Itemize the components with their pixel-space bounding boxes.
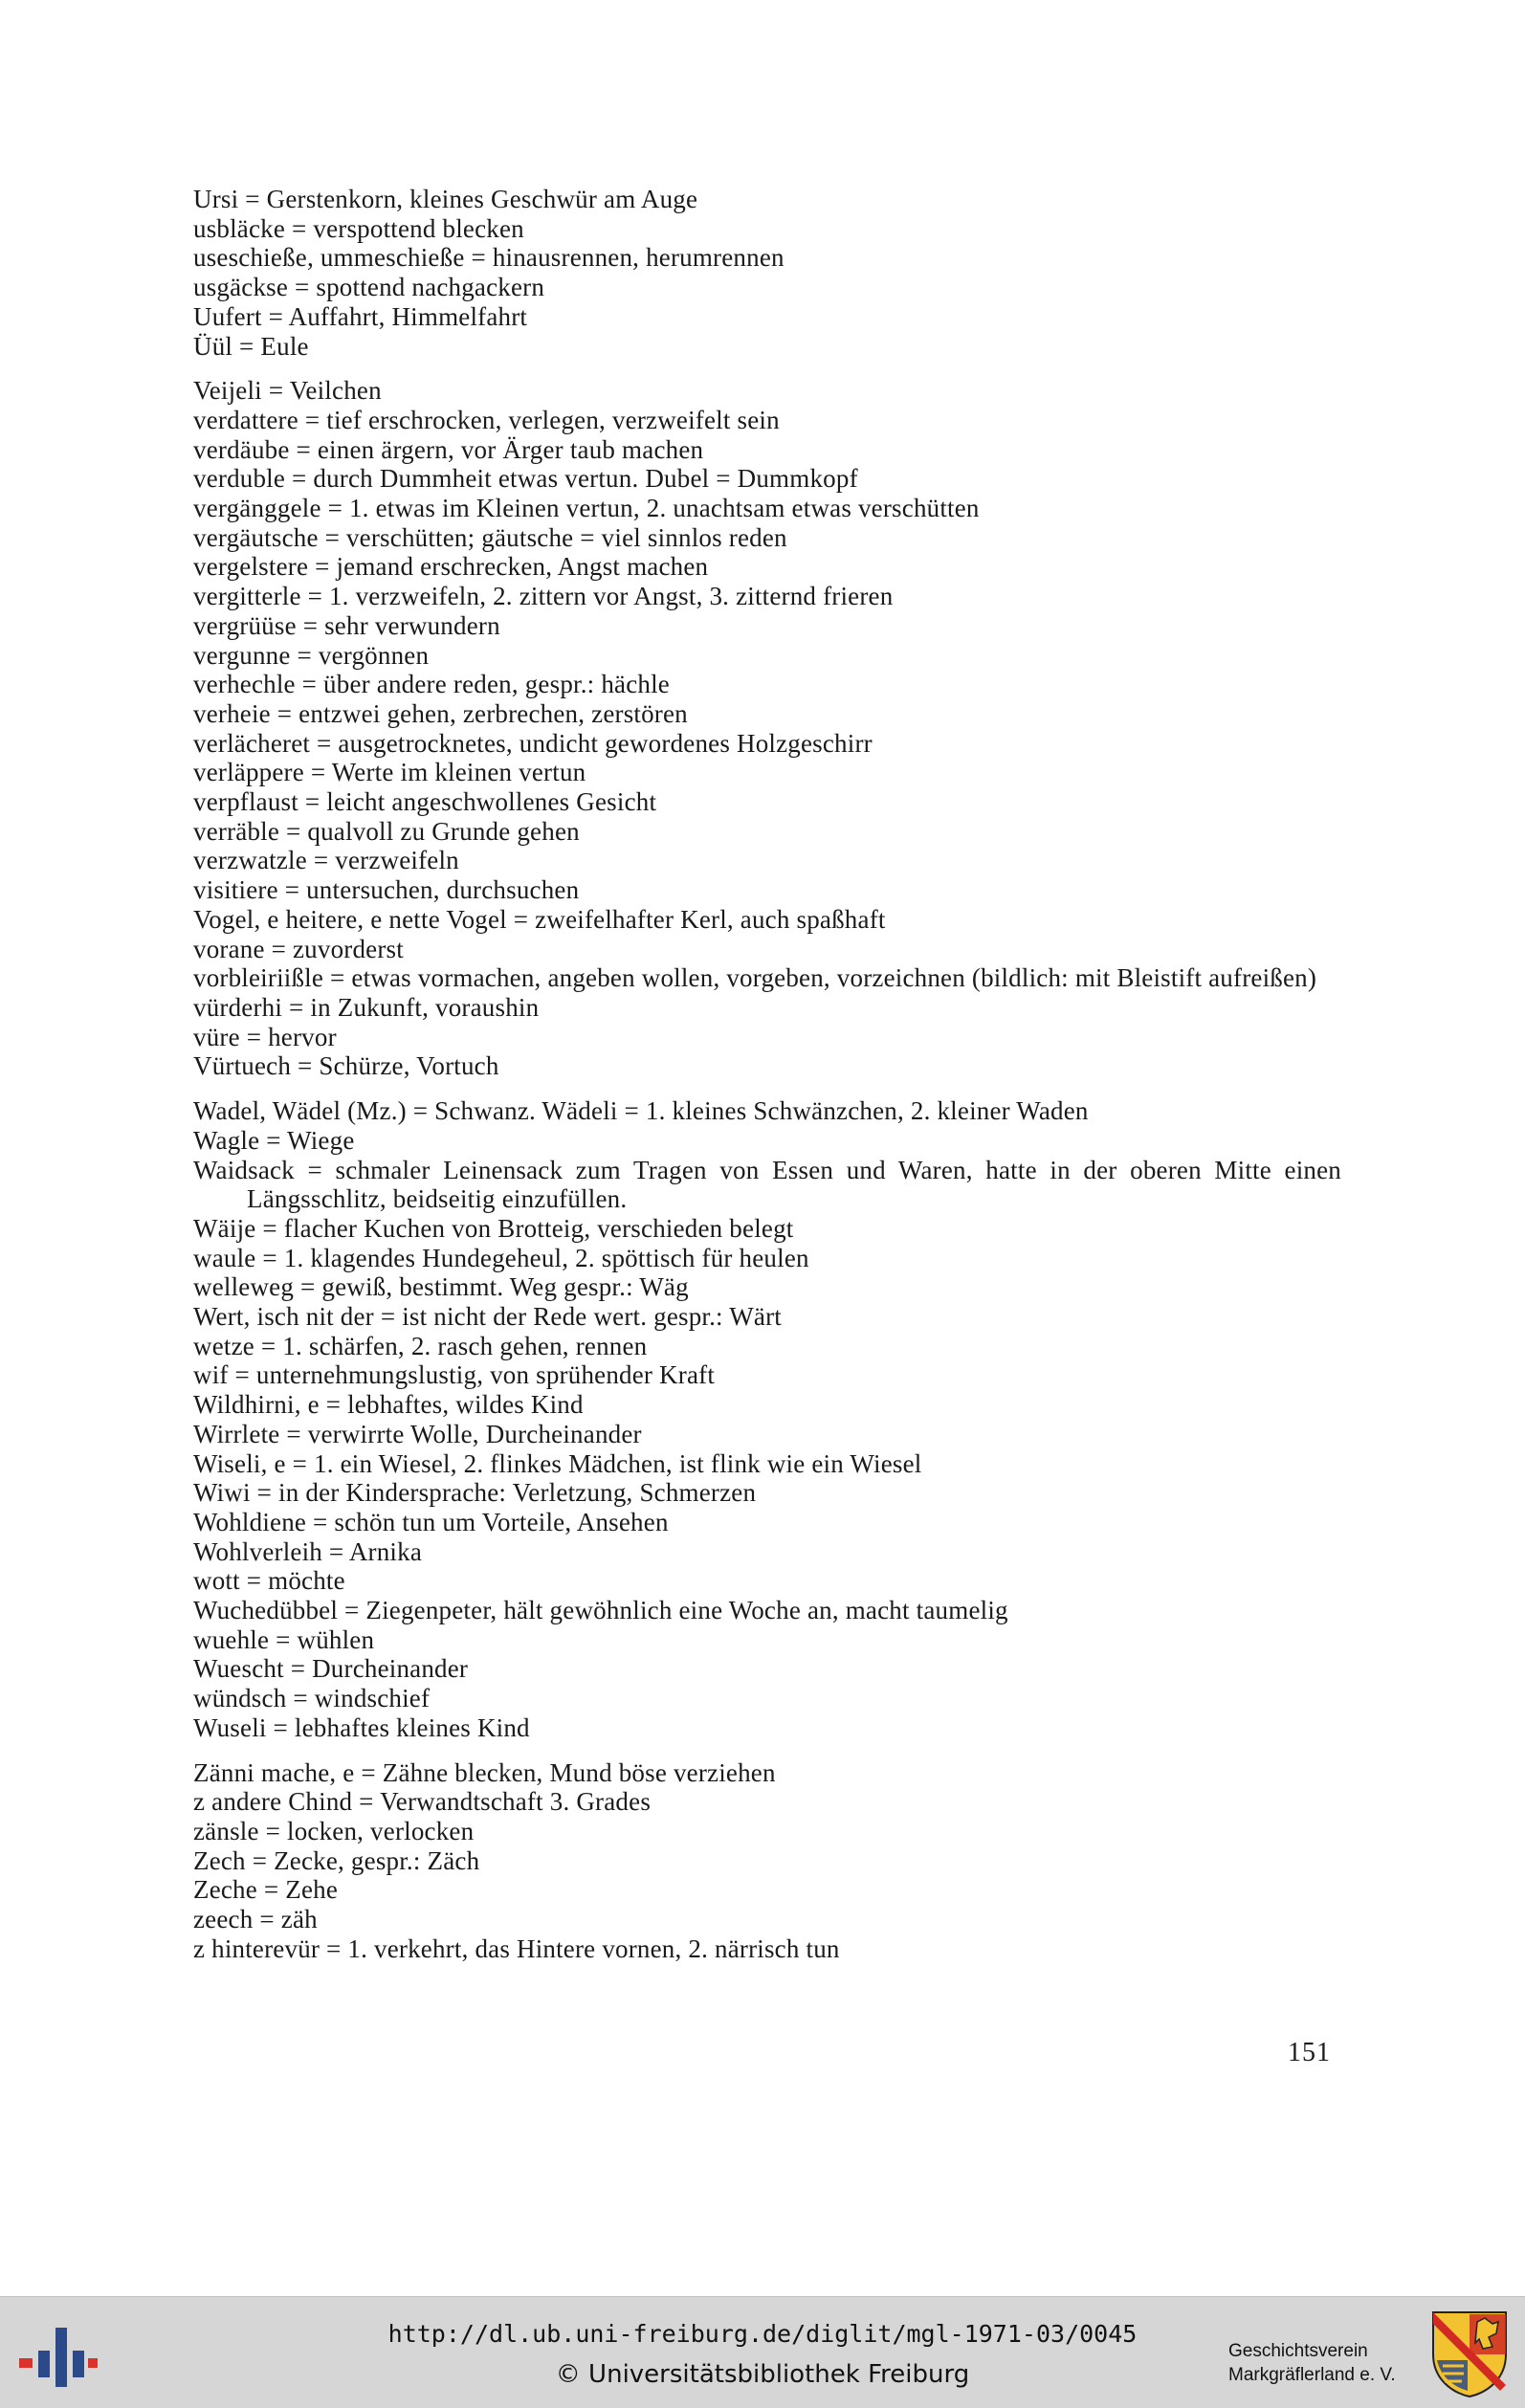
glossary-entry: vürderhi = in Zukunft, voraushin xyxy=(193,992,540,1022)
glossary-entry: Wuseli = lebhaftes kleines Kind xyxy=(193,1712,530,1742)
society-name xyxy=(1228,2339,1396,2387)
glossary-entry: usbläcke = verspottend blecken xyxy=(193,213,524,243)
glossary-entry: Waidsack = schmaler Leinensack zum Tragen von Essen und Waren, hatte in der oberen Mitte einen Längsschlitz, beidseitig einzufüllen. xyxy=(193,1155,1341,1214)
glossary-entry: Wiwi = in der Kindersprache: Verletzung, Schmerzen xyxy=(193,1478,757,1508)
glossary-entry: Uufert = Auffahrt, Himmelfahrt xyxy=(193,301,528,331)
entry-group-u xyxy=(193,185,1341,361)
copyright-notice: © Universitätsbibliothek Freiburg xyxy=(555,2360,970,2389)
entry-group-v xyxy=(193,376,1341,1081)
glossary-entry: Wäije = flacher Kuchen von Brotteig, verschieden belegt xyxy=(193,1213,794,1243)
glossary-entry: waule = 1. klagendes Hundegeheul, 2. spöttisch für heulen xyxy=(193,1243,809,1272)
glossary-entry: Wagle = Wiege xyxy=(193,1125,355,1155)
glossary-entry: Zeche = Zehe xyxy=(193,1875,339,1905)
glossary-entry: verdattere = tief erschrocken, verlegen, verzweifelt sein xyxy=(193,405,780,434)
glossary-entry: verpflaust = leicht angeschwollenes Gesicht xyxy=(193,787,657,817)
glossary-entry: vergäutsche = verschütten; gäutsche = viel sinnlos reden xyxy=(193,522,787,552)
glossary-entry: verhechle = über andere reden, gespr.: hächle xyxy=(193,670,670,699)
glossary-entry: visitiere = untersuchen, durchsuchen xyxy=(193,875,580,905)
glossary-entry: Wuescht = Durcheinander xyxy=(193,1654,469,1684)
glossary-entry: Wirrlete = verwirrte Wolle, Durcheinander xyxy=(193,1419,642,1448)
society-line-2: Markgräflerland e. V. xyxy=(1228,2365,1396,2385)
glossary-entry: verläppere = Werte im kleinen vertun xyxy=(193,758,586,787)
glossary-entry: vergänggele = 1. etwas im Kleinen vertun, 2. unachtsam etwas verschütten xyxy=(193,494,980,523)
glossary-entry: wündsch = windschief xyxy=(193,1684,431,1713)
glossary-entry: Wohlverleih = Arnika xyxy=(193,1536,422,1566)
glossary-entry: Wiseli, e = 1. ein Wiesel, 2. flinkes Mädchen, ist flink wie ein Wiesel xyxy=(193,1448,922,1478)
glossary-entry: verzwatzle = verzweifeln xyxy=(193,846,459,875)
glossary-entry: vergitterle = 1. verzweifeln, 2. zittern vor Angst, 3. zitternd frieren xyxy=(193,582,894,611)
glossary-entry: Zänni mache, e = Zähne blecken, Mund böse verziehen xyxy=(193,1757,776,1787)
coat-of-arms-icon[interactable] xyxy=(1429,2309,1510,2398)
glossary-entry: Ursi = Gerstenkorn, kleines Geschwür am Auge xyxy=(193,185,698,213)
glossary-entry: Wildhirni, e = lebhaftes, wildes Kind xyxy=(193,1390,584,1420)
glossary-entry: z hinterevür = 1. verkehrt, das Hintere vornen, 2. närrisch tun xyxy=(193,1933,840,1963)
glossary-entry: verduble = durch Dummheit etwas vertun. Dubel = Dummkopf xyxy=(193,464,858,494)
glossary-entry: welleweg = gewiß, bestimmt. Weg gespr.: Wäg xyxy=(193,1272,689,1302)
glossary-entry: wif = unternehmungslustig, von sprühender Kraft xyxy=(193,1360,716,1390)
glossary-entry: z andere Chind = Verwandtschaft 3. Grades xyxy=(193,1787,652,1817)
entry-group-w xyxy=(193,1096,1341,1742)
glossary-entry: vüre = hervor xyxy=(193,1022,337,1051)
glossary-entry: usgäckse = spottend nachgackern xyxy=(193,273,545,302)
glossary-entry: vergelstere = jemand erschrecken, Angst machen xyxy=(193,552,709,582)
glossary-entry: Vogel, e heitere, e nette Vogel = zweifelhafter Kerl, auch spaßhaft xyxy=(193,904,886,934)
glossary-entry: wetze = 1. schärfen, 2. rasch gehen, rennen xyxy=(193,1331,648,1360)
glossary-entry: verräble = qualvoll zu Grunde gehen xyxy=(193,816,580,846)
glossary-entry: Wohldiene = schön tun um Vorteile, Ansehen xyxy=(193,1507,669,1536)
glossary-entry: vergrüüse = sehr verwundern xyxy=(193,610,500,640)
glossary-entry: vergunne = vergönnen xyxy=(193,640,430,670)
glossary-entry: vorane = zuvorderst xyxy=(193,934,404,963)
glossary-entry: Üül = Eule xyxy=(193,331,309,361)
glossary-entry: zeech = zäh xyxy=(193,1905,318,1934)
society-line-1: Geschichtsverein xyxy=(1228,2341,1368,2361)
glossary-entry: Veijeli = Veilchen xyxy=(193,376,382,406)
glossary-entry: zänsle = locken, verlocken xyxy=(193,1816,475,1845)
glossary-entry: Wuchedübbel = Ziegenpeter, hält gewöhnlich eine Woche an, macht taumelig xyxy=(193,1596,1008,1625)
glossary-entry: wuehle = wühlen xyxy=(193,1624,375,1654)
glossary-entry: Wadel, Wädel (Mz.) = Schwanz. Wädeli = 1. kleines Schwänzchen, 2. kleiner Waden xyxy=(193,1096,1089,1126)
glossary-entry: vorbleiriißle = etwas vormachen, angeben wollen, vorgeben, vorzeichnen (bildlich: mit Bleistift aufreißen) xyxy=(193,963,1317,993)
page-number: 151 xyxy=(1288,2038,1331,2067)
entry-group-z xyxy=(193,1758,1341,1964)
glossary-entry: verlächeret = ausgetrocknetes, undicht gewordenes Holzgeschirr xyxy=(193,728,873,758)
glossary-entry: Wert, isch nit der = ist nicht der Rede wert. gespr.: Wärt xyxy=(193,1302,782,1332)
glossary-entry: useschieße, ummeschieße = hinausrennen, herumrennen xyxy=(193,243,785,273)
permalink-url[interactable]: http://dl.ub.uni-freiburg.de/diglit/mgl-1971-03/0045 xyxy=(387,2320,1138,2348)
glossary-entry: wott = möchte xyxy=(193,1566,345,1596)
footer-bar xyxy=(0,2296,1525,2408)
glossary-entry: verdäube = einen ärgern, vor Ärger taub machen xyxy=(193,434,704,464)
glossary-entry: Zech = Zecke, gespr.: Zäch xyxy=(193,1845,480,1875)
glossary-entry: Vürtuech = Schürze, Vortuch xyxy=(193,1051,499,1081)
glossary-entry: verheie = entzwei gehen, zerbrechen, zerstören xyxy=(193,698,688,728)
glossary-entries xyxy=(193,185,1341,1963)
